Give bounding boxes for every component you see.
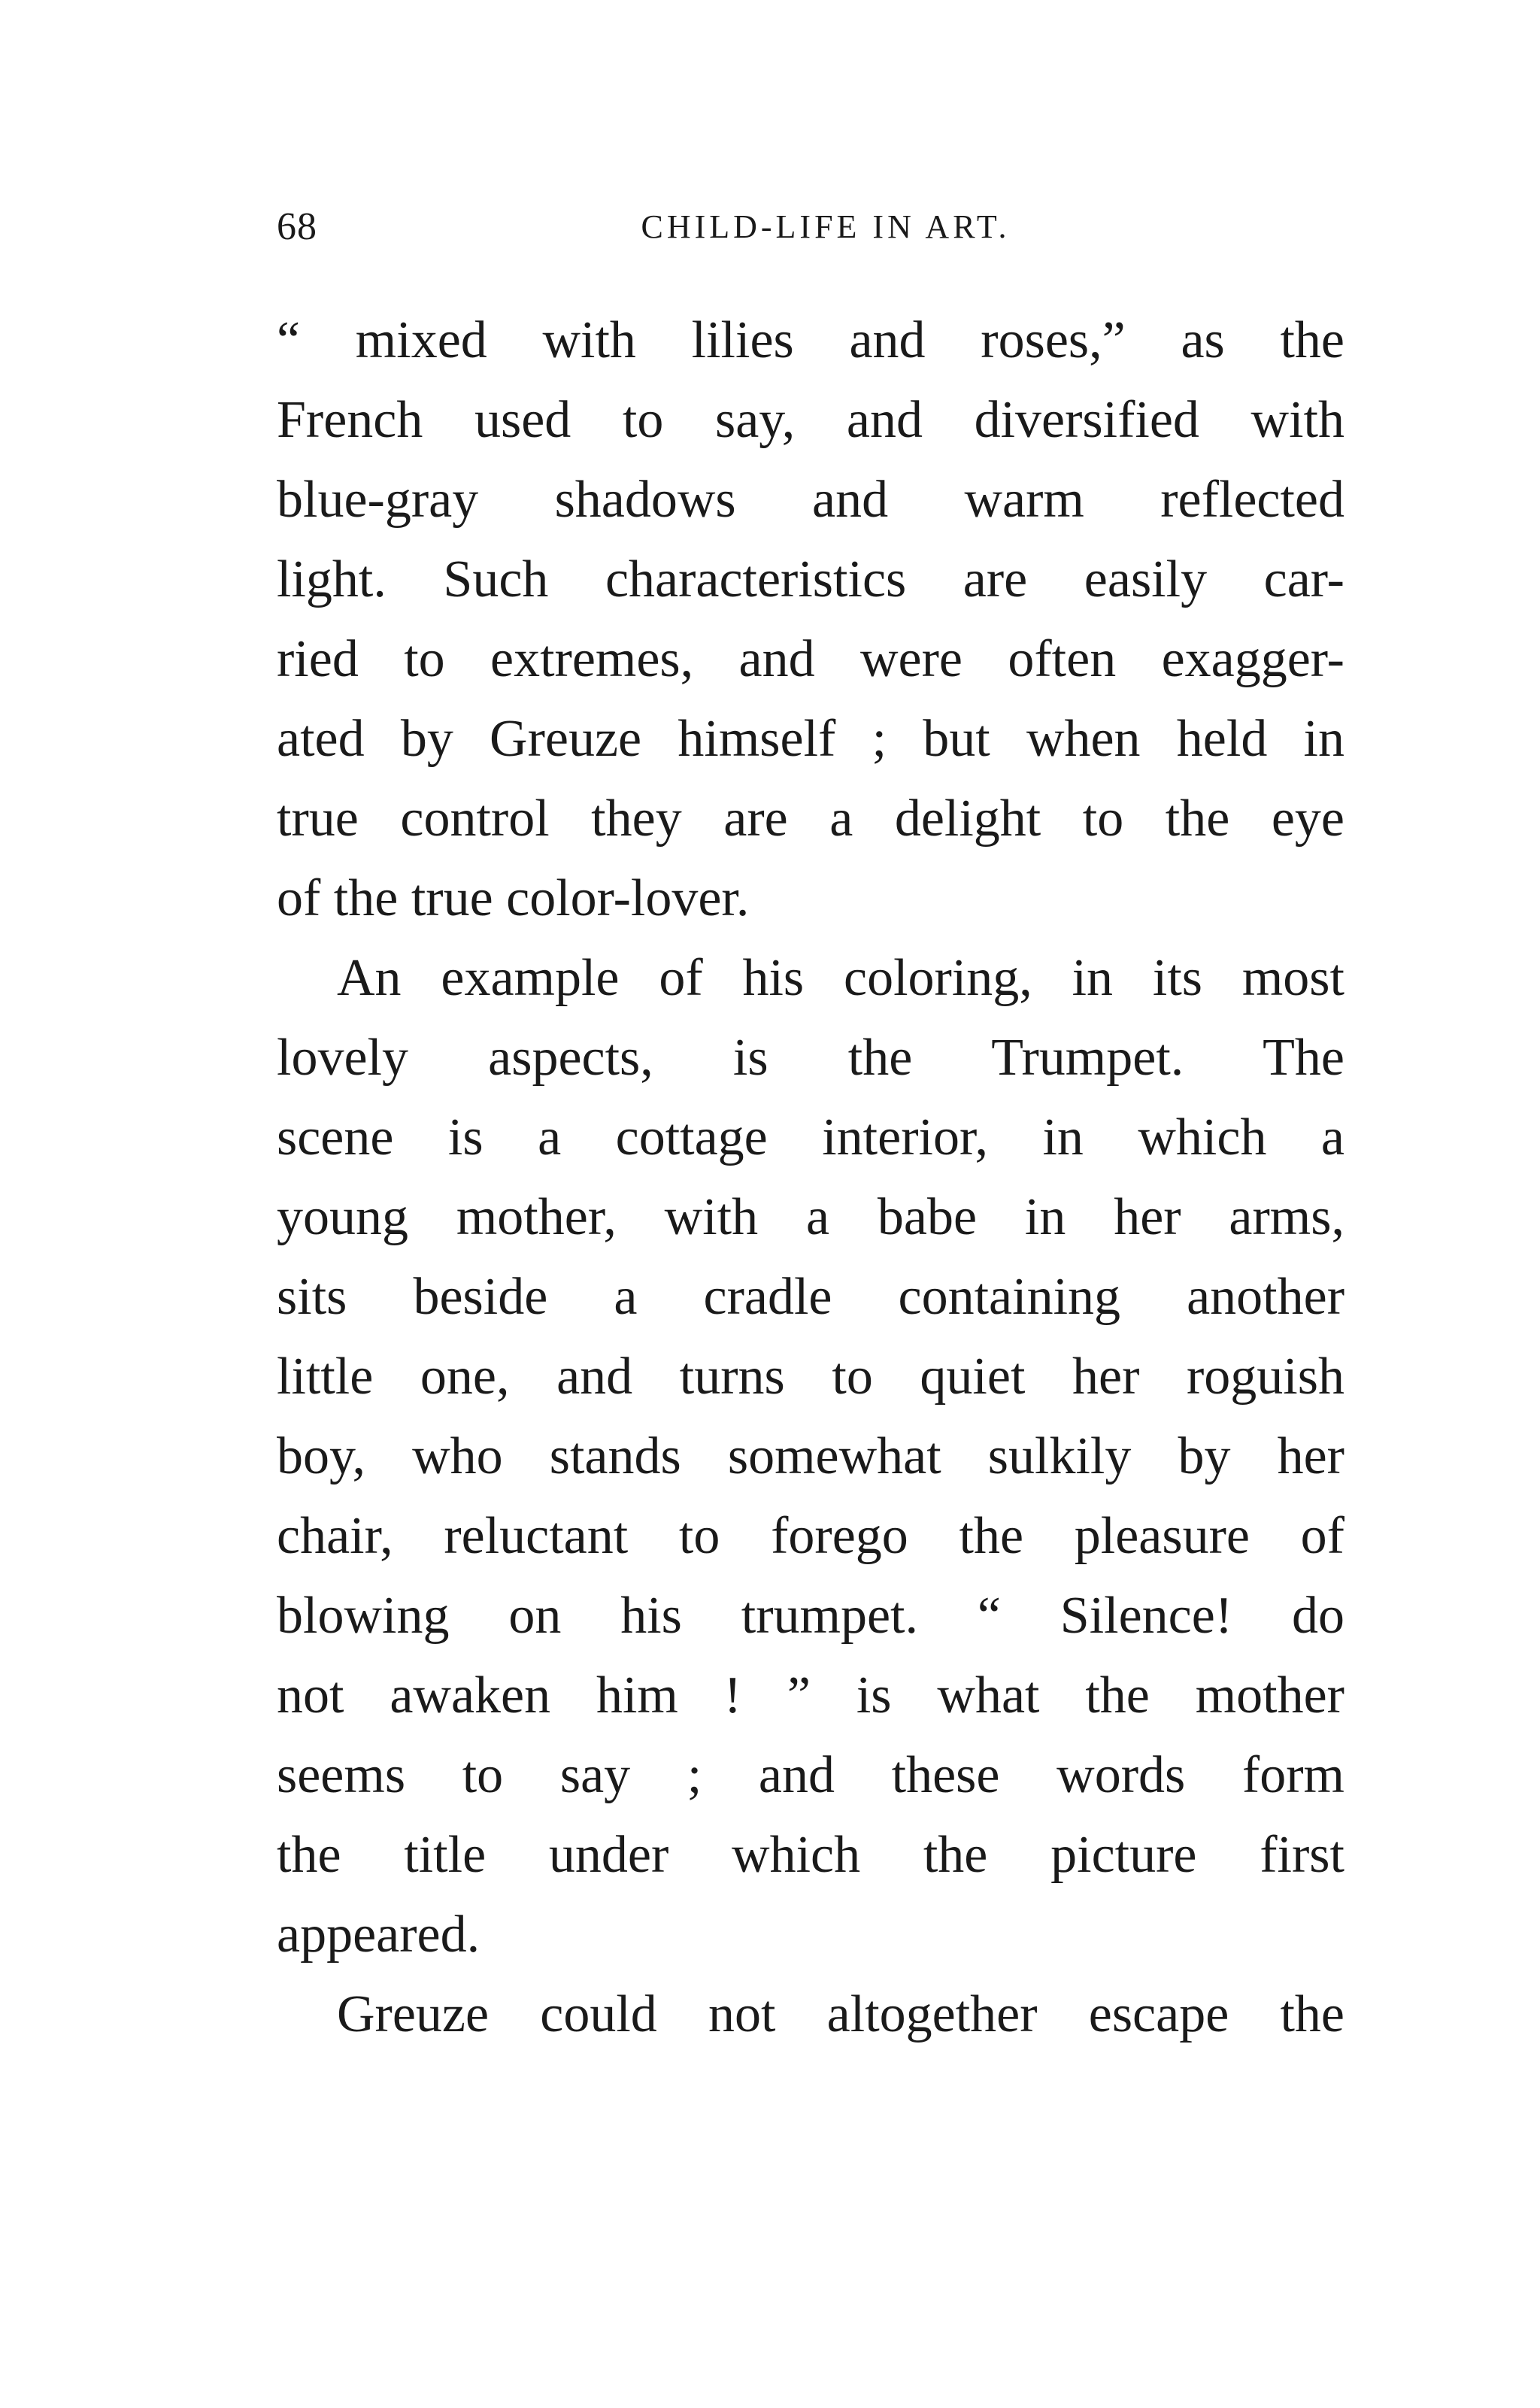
page-number: 68 <box>277 205 317 248</box>
text-line: scene is a cottage interior, in which a <box>277 1108 1344 1166</box>
text-line: blue-gray shadows and warm reflected <box>277 471 1344 529</box>
text-line: blowing on his trumpet. “ Silence! do <box>277 1587 1344 1645</box>
text-line: not awaken him ! ” is what the mother <box>277 1666 1344 1724</box>
text-line: “ mixed with lilies and roses,” as the <box>277 311 1344 369</box>
text-line: of the true color-lover. <box>277 869 750 927</box>
text-line: little one, and turns to quiet her roguish <box>277 1348 1344 1406</box>
running-title: CHILD-LIFE IN ART. <box>641 208 1011 245</box>
text-line: seems to say ; and these words form <box>277 1746 1344 1804</box>
text-line: the title under which the picture first <box>277 1826 1344 1884</box>
text-line: sits beside a cradle containing another <box>277 1268 1344 1326</box>
text-line: French used to say, and diversified with <box>277 391 1344 449</box>
text-line: An example of his coloring, in its most <box>337 949 1344 1007</box>
text-line: lovely aspects, is the Trumpet. The <box>277 1029 1344 1087</box>
running-head <box>277 197 1344 257</box>
text-line: Greuze could not altogether escape the <box>337 1985 1344 2043</box>
text-line: light. Such characteristics are easily car- <box>277 550 1344 608</box>
text-line: boy, who stands somewhat sulkily by her <box>277 1427 1344 1485</box>
text-line: true control they are a delight to the eye <box>277 790 1344 848</box>
text-line: appeared. <box>277 1906 480 1964</box>
text-line: young mother, with a babe in her arms, <box>277 1188 1344 1246</box>
text-line: ated by Greuze himself ; but when held in <box>277 710 1344 768</box>
text-line: chair, reluctant to forego the pleasure of <box>277 1507 1344 1565</box>
text-line: ried to extremes, and were often exagger- <box>277 630 1344 688</box>
body-text <box>277 301 1344 2055</box>
